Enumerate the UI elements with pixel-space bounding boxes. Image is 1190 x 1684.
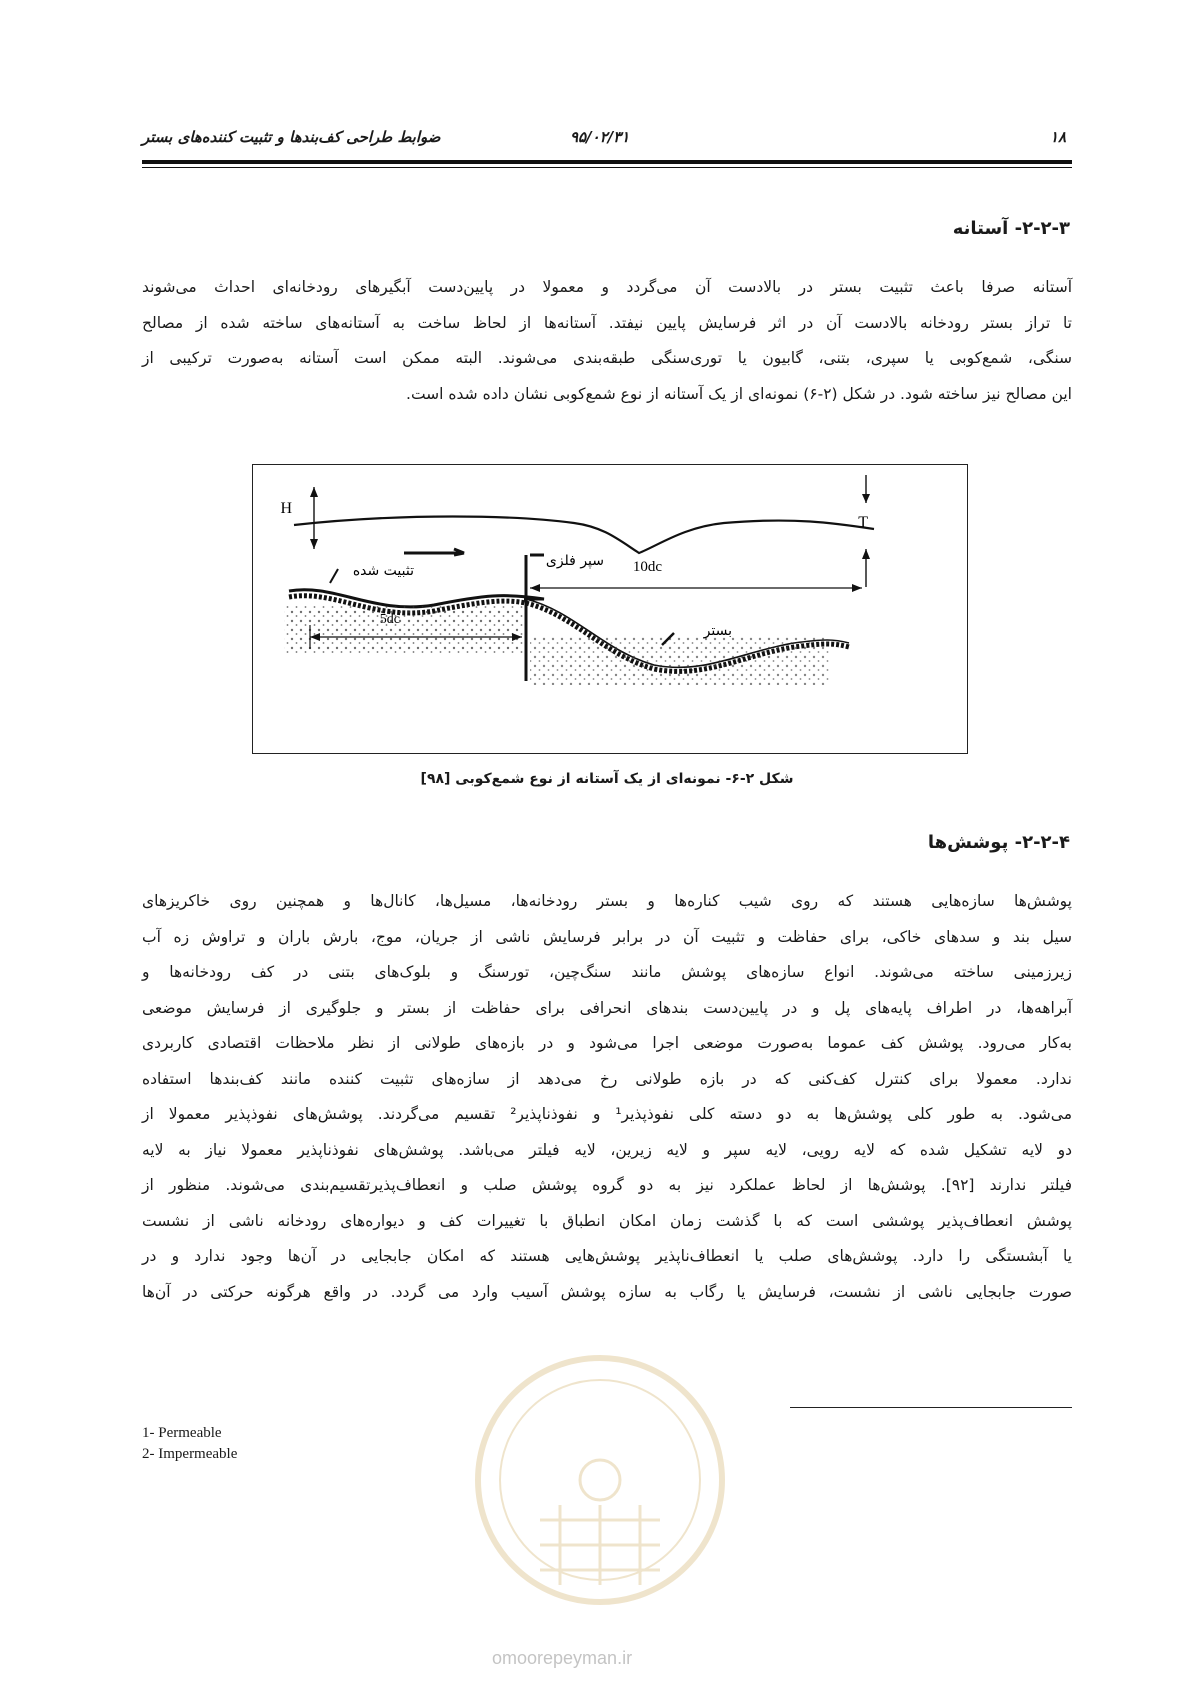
paragraph-line: صورت جابجایی ناشی از نشست، فرسایش یا رگاب به سازه پوشش آسیب وارد می گردد. در واقع هرگونه حرکتی در آن‌ها [142, 1282, 1072, 1301]
figure-caption: شکل ۲-۶- نمونه‌ای از یک آستانه از نوع شمع‌کوبی [۹۸] [420, 771, 794, 787]
section-heading-coverings: ۲-۲-۴- پوشش‌ها [927, 832, 1070, 853]
pointer-stabilized [330, 569, 338, 583]
paragraph-line: آستانه صرفا باعث تثبیت بستر در بالادست آن می‌گردد و معمولا در پایین‌دست آبگیرهای رودخانه‌ای احداث می‌شوند [142, 278, 1072, 296]
figure-sheet-pile-threshold [252, 464, 968, 754]
watermark-text: omoorepeyman.ir [492, 1648, 633, 1668]
paragraph-line: آبراهه‌ها، در اطراف پایه‌های پل و در پایین‌دست بندهای انحرافی برای حفاظت از بستر و جلوگیری از فرسایش موضعی [142, 998, 1072, 1017]
paragraph-line: دو لایه تشکیل شده که لایه رویی، لایه سپر و لایه زیرین، لایه فیلتر می‌باشد. پوشش‌های نفوذناپذیر معمولا نیاز به لایه [142, 1140, 1072, 1159]
label-t: T [858, 514, 868, 531]
label-stabilized: تثبیت شده [352, 563, 414, 579]
paragraph-coverings [142, 884, 1072, 1310]
soil-dots-downstream [530, 635, 830, 685]
dimension-10dc-right-arrow [862, 549, 870, 559]
label-10dc: 10dc [632, 559, 662, 575]
dimension-h-arrow-top [310, 487, 318, 497]
label-5dc: 5dc [379, 612, 400, 627]
paragraph-line: پوشش‌ها سازه‌هایی هستند که روی شیب کناره‌ها و بستر رودخانه‌ها، مسیل‌ها، کانال‌ها و همچنین روی خاکریزهای [142, 892, 1072, 910]
paragraph-line: پوشش انعطاف‌پذیر پوششی است که با گذشت زمان امکان انطباق با تغییرات کف و دیواره‌های رودخانه ناشی از نشست [142, 1211, 1072, 1230]
soil-dots-upstream [284, 605, 524, 655]
paragraph-line: ندارد. معمولا برای کنترل کف‌کنی که در بازه طولانی رخ می‌دهد از سازه‌های تثبیت کننده مانند کف‌بندها استفاده [142, 1069, 1072, 1088]
paragraph-line: سنگی، شمع‌کوبی یا سپری، بتنی، گابیون یا توری‌سنگی طبقه‌بندی می‌شوند. البته ممکن است آستانه به‌صورت ترکیبی از [142, 349, 1072, 367]
header-rule-thin [142, 167, 1072, 168]
water-surface-line [294, 517, 874, 554]
dimension-t-arrow [862, 494, 870, 503]
paragraph-line: می‌شود. به طور کلی پوشش‌ها به دو دسته کلی نفوذپذیر¹ و نفوذناپذیر² تقسیم می‌گردند. پوشش‌های نفوذپذیر معمولا از [142, 1105, 1073, 1123]
watermark-seal [460, 1330, 740, 1630]
footnote-1: 1- Permeable [142, 1425, 222, 1441]
dimension-10dc-arrow-left [530, 584, 540, 592]
dimension-h-arrow [310, 539, 318, 549]
label-h: H [280, 500, 292, 517]
label-sheet-pile: سپر فلزی [545, 553, 604, 569]
header-date: ۹۵/۰۲/۳۱ [570, 128, 630, 146]
label-bed: بستر [703, 623, 732, 639]
paragraph-line: فیلتر ندارند [۹۲]. پوشش‌ها از لحاظ عملکرد نیز به دو گروه پوشش صلب و انعطاف‌پذیرتقسیم‌بندی می‌شوند. منظور از [142, 1176, 1072, 1194]
paragraph-line: این مصالح نیز ساخته شود. در شکل (۲-۶) نمونه‌ای از یک آستانه از نوع شمع‌کوبی نشان داده شده است. [406, 384, 1072, 403]
paragraph-line: زیرزمینی ساخته می‌شوند. انواع سازه‌های پوشش مانند سنگ‌چین، تورسنگ و بلوک‌های بتنی در کف رودخانه‌ها و [142, 963, 1072, 981]
paragraph-line: تا تراز بستر رودخانه بالادست آن در اثر فرسایش پایین نیفتد. آستانه‌ها از لحاظ ساخت به آستانه‌های ساخته شده از مصالح [142, 313, 1072, 332]
paragraph-threshold [142, 270, 1072, 412]
paragraph-line: یا آبشستگی را دارد. پوشش‌های صلب یا انعطاف‌ناپذیر پوشش‌هایی هستند که امکان جابجایی در آن‌ها وجود ندارد و در [142, 1247, 1072, 1265]
figure-diagram [254, 465, 967, 752]
header-title: ضوابط طراحی کف‌بندها و تثبیت کننده‌های بستر [142, 128, 441, 146]
stabilized-bed-upper [289, 590, 544, 607]
flow-arrow [404, 549, 464, 555]
page-number: ۱۸ [1050, 128, 1067, 146]
paragraph-line: به‌کار می‌رود. پوشش کف عموما به‌صورت موضعی اجرا می‌شود و در بازه‌های طولانی از نظر ملاحظات اقتصادی کاربردی [142, 1034, 1072, 1052]
dimension-10dc-arrow-right [852, 584, 862, 592]
header-rule-thick [142, 160, 1072, 164]
section-heading-threshold: ۲-۲-۳- آستانه [952, 218, 1070, 239]
footnote-2: 2- Impermeable [142, 1446, 238, 1462]
footnote-rule [790, 1407, 1072, 1408]
paragraph-line: سیل بند و سدهای خاکی، برای حفاظت و تثبیت آن در برابر فرسایش ناشی از جریان، موج، بارش باران و تراوش زه آب [142, 927, 1072, 946]
